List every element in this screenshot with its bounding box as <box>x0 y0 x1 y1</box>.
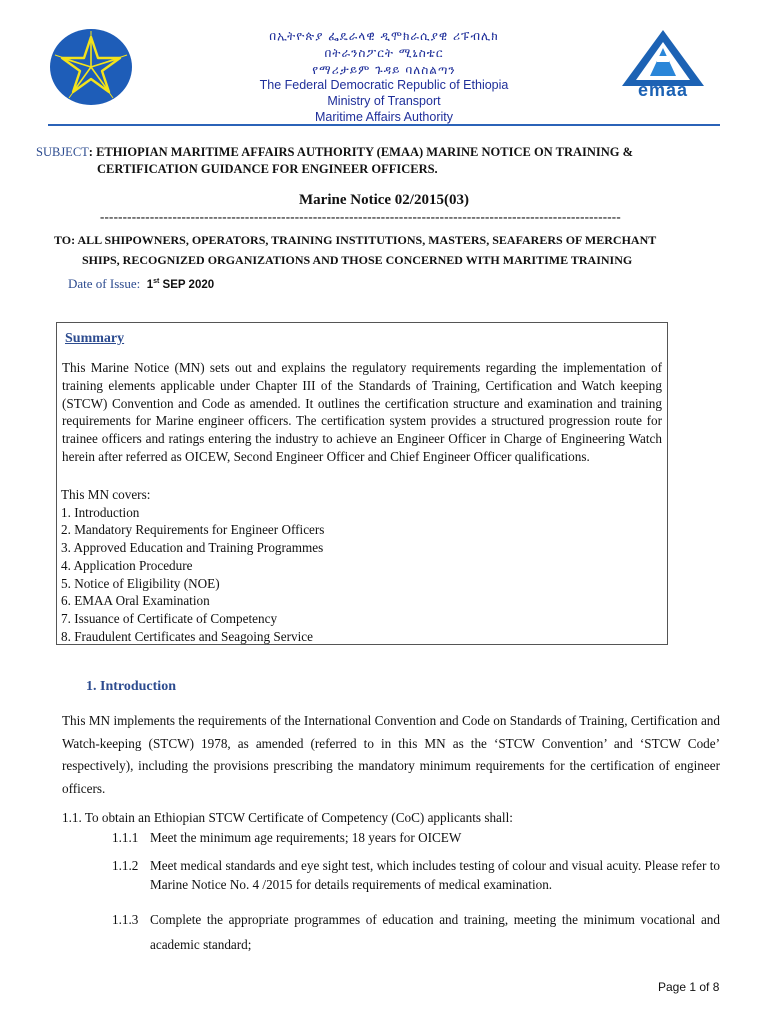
header-amharic-line-2: በትራንስፖርት ሚኒስቴር <box>324 46 444 60</box>
header-country: The Federal Democratic Republic of Ethiopia <box>259 78 509 92</box>
date-of-issue-value: 1st SEP 2020 <box>146 278 215 291</box>
list-item: 7. Issuance of Certificate of Competency <box>61 610 278 626</box>
emaa-logo-text: emaa <box>637 80 689 100</box>
section-1-1-intro: 1.1. To obtain an Ethiopian STCW Certificate of Competency (CoC) applicants shall: <box>62 810 513 825</box>
summary-title: Summary <box>65 331 125 346</box>
section-heading-introduction: 1. Introduction <box>86 679 176 694</box>
list-item: 3. Approved Education and Training Programmes <box>61 540 324 556</box>
list-item: 1. Introduction <box>61 504 140 520</box>
item-1-1-1 <box>112 828 720 847</box>
item-1-1-3 <box>112 907 720 957</box>
item-text: Meet medical standards and eye sight test, which includes testing of colour and visual acuity. Please refer to Marine Notice No. 4 /2015 for details requirements of medical examination. <box>150 858 720 892</box>
item-number: 1.1.1 <box>112 830 139 845</box>
list-item: 2. Mandatory Requirements for Engineer Officers <box>61 522 325 538</box>
header-ministry: Ministry of Transport <box>327 94 441 108</box>
item-text: Meet the minimum age requirements; 18 years for OICEW <box>150 830 462 845</box>
item-text: Complete the appropriate programmes of education and training, meeting the minimum vocational and academic standard; <box>150 912 720 952</box>
header-amharic-line-3: የማሪታይም ጉዳይ ባለስልጣን <box>312 63 456 77</box>
header-rule <box>48 124 720 126</box>
item-number: 1.1.2 <box>112 858 139 873</box>
subject-line-1 <box>36 145 633 160</box>
item-number: 1.1.3 <box>112 912 139 927</box>
item-1-1-2 <box>112 856 720 894</box>
notice-number: Marine Notice 02/2015(03) <box>299 192 469 208</box>
subject-text: : ETHIOPIAN MARITIME AFFAIRS AUTHORITY (EMAA) MARINE NOTICE ON TRAINING & <box>88 145 634 159</box>
list-item: 8. Fraudulent Certificates and Seagoing Service <box>61 628 313 644</box>
date-of-issue: Date of Issue: 1st SEP 2020 <box>68 276 215 291</box>
subject-line-2: CERTIFICATION GUIDANCE FOR ENGINEER OFFICERS. <box>97 162 438 176</box>
page-number: Page 1 of 8 <box>658 980 720 994</box>
separator-line: ------------------------------------------------------------------------------------------------------------------- <box>100 209 621 224</box>
list-item: 5. Notice of Eligibility (NOE) <box>61 575 220 591</box>
list-item: 6. EMAA Oral Examination <box>61 593 210 609</box>
header-amharic-line-1: በኢትዮጵያ ፌዴራላዊ ዲሞክራሲያዊ ሪፑብሊክ <box>269 29 499 43</box>
subject-label: SUBJECT <box>36 145 89 159</box>
introduction-paragraph: This MN implements the requirements of the International Convention and Code on Standards of Training, Certification and Watch-keeping (STCW) 1978, as amended (referred to in this MN as the ‘STCW Convention’ and ‘STCW Code’ respectively), including the provisions prescribing the mandatory minimum requirements for the certification of engineer officers. <box>62 713 720 796</box>
list-item: 4. Application Procedure <box>61 557 193 573</box>
to-line-1: TO: ALL SHIPOWNERS, OPERATORS, TRAINING INSTITUTIONS, MASTERS, SEAFARERS OF MERCHANT <box>54 233 657 247</box>
to-line-2: SHIPS, RECOGNIZED ORGANIZATIONS AND THOSE CONCERNED WITH MARITIME TRAINING <box>82 253 633 267</box>
header-authority: Maritime Affairs Authority <box>314 110 453 124</box>
date-of-issue-label: Date of Issue <box>68 276 137 291</box>
summary-paragraph: This Marine Notice (MN) sets out and explains the regulatory requirements regarding the implementation of training elements applicable under Chapter III of the Standards of Training, Certification and Watch keeping (STCW) Convention and Code as amended. It outlines the certification structure and examination and training requirements for Marine engineer officers. The certification system provides a structured progression route for trainee officers and ratings entering the industry to achieve an Engineer Officer in Charge of Engineering Watch herein after referred as OICEW, Second Engineer Officer and Chief Engineer Officer qualifications. <box>62 360 662 464</box>
summary-covers-label: This MN covers: <box>61 487 151 502</box>
summary-list <box>61 486 324 645</box>
